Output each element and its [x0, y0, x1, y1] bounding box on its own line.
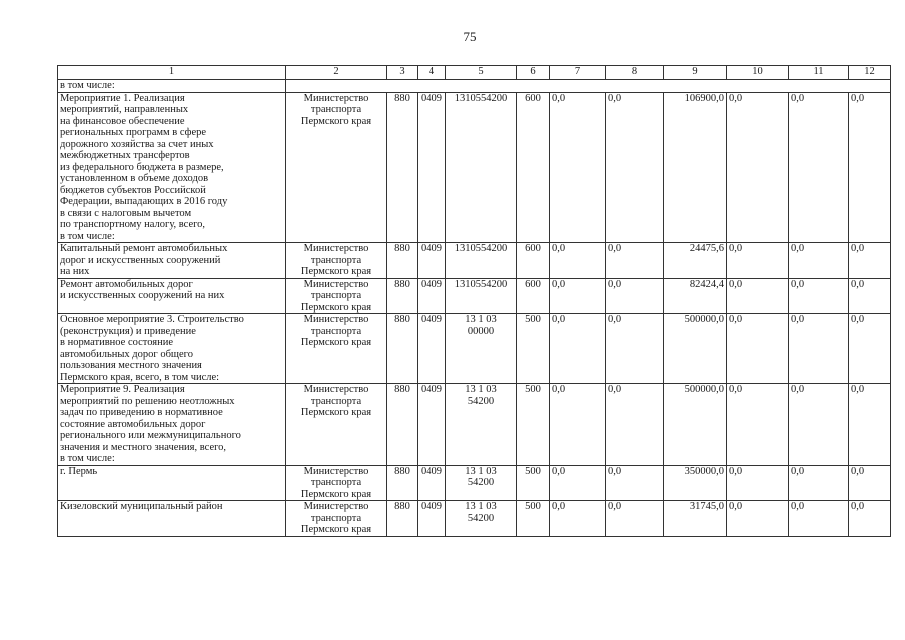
- cell-col-6: 600: [517, 243, 550, 279]
- table-row: [58, 314, 891, 384]
- cell-col-3: 880: [387, 278, 418, 314]
- cell-col-9: 350000,0: [664, 465, 727, 501]
- cell-col-5: 13 1 03 54200: [446, 501, 517, 537]
- row-name: Кизеловский муниципальный район: [58, 501, 286, 537]
- cell-col-5: 13 1 03 54200: [446, 384, 517, 466]
- cell-col-8: 0,0: [606, 314, 664, 384]
- budget-table: [57, 65, 891, 537]
- cell-col-5: 13 1 03 54200: [446, 465, 517, 501]
- cell-col-12: 0,0: [849, 278, 891, 314]
- cell-col-12: 0,0: [849, 384, 891, 466]
- column-header: 8: [606, 66, 664, 80]
- row-name: Мероприятие 1. Реализация мероприятий, направленных на финансовое обеспечение региональных программ в сфере дорожного хозяйства за счет иных межбюджетных трансфертов из федерального бюджета в размере, установленном в объеме доходов бюджетов субъектов Российской Федерации, выпадающих в 2016 году в связи с налоговым вычетом по транспортному налогу, всего, в том числе:: [58, 92, 286, 243]
- column-header: 10: [727, 66, 789, 80]
- column-header: 11: [789, 66, 849, 80]
- cell-col-8: 0,0: [606, 278, 664, 314]
- cell-col-9: 106900,0: [664, 92, 727, 243]
- cell-col-6: 500: [517, 501, 550, 537]
- cell-col-10: 0,0: [727, 92, 789, 243]
- cell-col-7: 0,0: [550, 465, 606, 501]
- column-header: 1: [58, 66, 286, 80]
- cell-col-6: 600: [517, 278, 550, 314]
- table-row: [58, 465, 891, 501]
- column-header: 12: [849, 66, 891, 80]
- column-number-row: [58, 66, 891, 80]
- row-ministry: Министерство транспорта Пермского края: [286, 314, 387, 384]
- table-row: [58, 92, 891, 243]
- cell-col-3: 880: [387, 384, 418, 466]
- column-header: 5: [446, 66, 517, 80]
- table-row: [58, 243, 891, 279]
- table-row: [58, 501, 891, 537]
- cell-col-3: 880: [387, 465, 418, 501]
- cell-col-10: 0,0: [727, 501, 789, 537]
- cell-col-11: 0,0: [789, 92, 849, 243]
- cell-col-6: 500: [517, 384, 550, 466]
- cell-col-12: 0,0: [849, 92, 891, 243]
- cell-col-4: 0409: [418, 465, 446, 501]
- cell-col-9: 82424,4: [664, 278, 727, 314]
- row-ministry: Министерство транспорта Пермского края: [286, 384, 387, 466]
- cell-col-11: 0,0: [789, 384, 849, 466]
- column-header: 2: [286, 66, 387, 80]
- table-row: [58, 384, 891, 466]
- cell-col-5: 1310554200: [446, 243, 517, 279]
- cell-col-7: 0,0: [550, 314, 606, 384]
- column-header: 7: [550, 66, 606, 80]
- cell-col-9: 500000,0: [664, 314, 727, 384]
- row-name: Основное мероприятие 3. Строительство (реконструкция) и приведение в нормативное состояние автомобильных дорог общего пользования местного значения Пермского края, всего, в том числе:: [58, 314, 286, 384]
- row-name: г. Пермь: [58, 465, 286, 501]
- cell-col-11: 0,0: [789, 465, 849, 501]
- cell-col-5: 13 1 03 00000: [446, 314, 517, 384]
- cell-col-10: 0,0: [727, 278, 789, 314]
- cell-col-3: 880: [387, 92, 418, 243]
- cell-col-12: 0,0: [849, 314, 891, 384]
- column-header: 9: [664, 66, 727, 80]
- cell-col-7: 0,0: [550, 278, 606, 314]
- row-ministry: Министерство транспорта Пермского края: [286, 243, 387, 279]
- cell-col-4: 0409: [418, 384, 446, 466]
- cell-col-4: 0409: [418, 92, 446, 243]
- cell-col-4: 0409: [418, 243, 446, 279]
- page-number: 75: [463, 29, 477, 44]
- cell-col-11: 0,0: [789, 314, 849, 384]
- cell-col-10: 0,0: [727, 384, 789, 466]
- row-name: Ремонт автомобильных дорог и искусственных сооружений на них: [58, 278, 286, 314]
- table-row: [58, 278, 891, 314]
- column-header: 4: [418, 66, 446, 80]
- cell-col-8: 0,0: [606, 384, 664, 466]
- cell-col-12: 0,0: [849, 243, 891, 279]
- row-name: Мероприятие 9. Реализация мероприятий по решению неотложных задач по приведению в нормативное состояние автомобильных дорог регионального или межмуниципального значения и местного значения, всего, в том числе:: [58, 384, 286, 466]
- row-ministry: Министерство транспорта Пермского края: [286, 92, 387, 243]
- cell-col-3: 880: [387, 314, 418, 384]
- cell-col-4: 0409: [418, 314, 446, 384]
- cell-col-3: 880: [387, 501, 418, 537]
- cell-col-10: 0,0: [727, 465, 789, 501]
- cell-col-6: 500: [517, 314, 550, 384]
- cell-col-9: 500000,0: [664, 384, 727, 466]
- column-header: 6: [517, 66, 550, 80]
- cell-col-7: 0,0: [550, 384, 606, 466]
- cell-col-7: 0,0: [550, 501, 606, 537]
- cell-col-3: 880: [387, 243, 418, 279]
- row-ministry: Министерство транспорта Пермского края: [286, 501, 387, 537]
- cell-col-7: 0,0: [550, 243, 606, 279]
- cell-col-8: 0,0: [606, 243, 664, 279]
- column-header: 3: [387, 66, 418, 80]
- cell-col-9: 31745,0: [664, 501, 727, 537]
- row-ministry: Министерство транспорта Пермского края: [286, 465, 387, 501]
- cell-col-5: 1310554200: [446, 278, 517, 314]
- cell-col-8: 0,0: [606, 501, 664, 537]
- row-ministry: Министерство транспорта Пермского края: [286, 278, 387, 314]
- cell-col-5: 1310554200: [446, 92, 517, 243]
- intro-row: [58, 80, 891, 93]
- cell-col-4: 0409: [418, 501, 446, 537]
- cell-col-7: 0,0: [550, 92, 606, 243]
- intro-label: в том числе:: [58, 80, 286, 93]
- cell-col-9: 24475,6: [664, 243, 727, 279]
- cell-col-6: 500: [517, 465, 550, 501]
- cell-col-10: 0,0: [727, 243, 789, 279]
- cell-col-8: 0,0: [606, 92, 664, 243]
- row-name: Капитальный ремонт автомобильных дорог и искусственных сооружений на них: [58, 243, 286, 279]
- cell-col-12: 0,0: [849, 465, 891, 501]
- cell-col-12: 0,0: [849, 501, 891, 537]
- cell-col-8: 0,0: [606, 465, 664, 501]
- cell-col-10: 0,0: [727, 314, 789, 384]
- cell-col-11: 0,0: [789, 243, 849, 279]
- cell-col-11: 0,0: [789, 501, 849, 537]
- cell-col-11: 0,0: [789, 278, 849, 314]
- cell-col-6: 600: [517, 92, 550, 243]
- cell-col-4: 0409: [418, 278, 446, 314]
- table-body: [58, 80, 891, 537]
